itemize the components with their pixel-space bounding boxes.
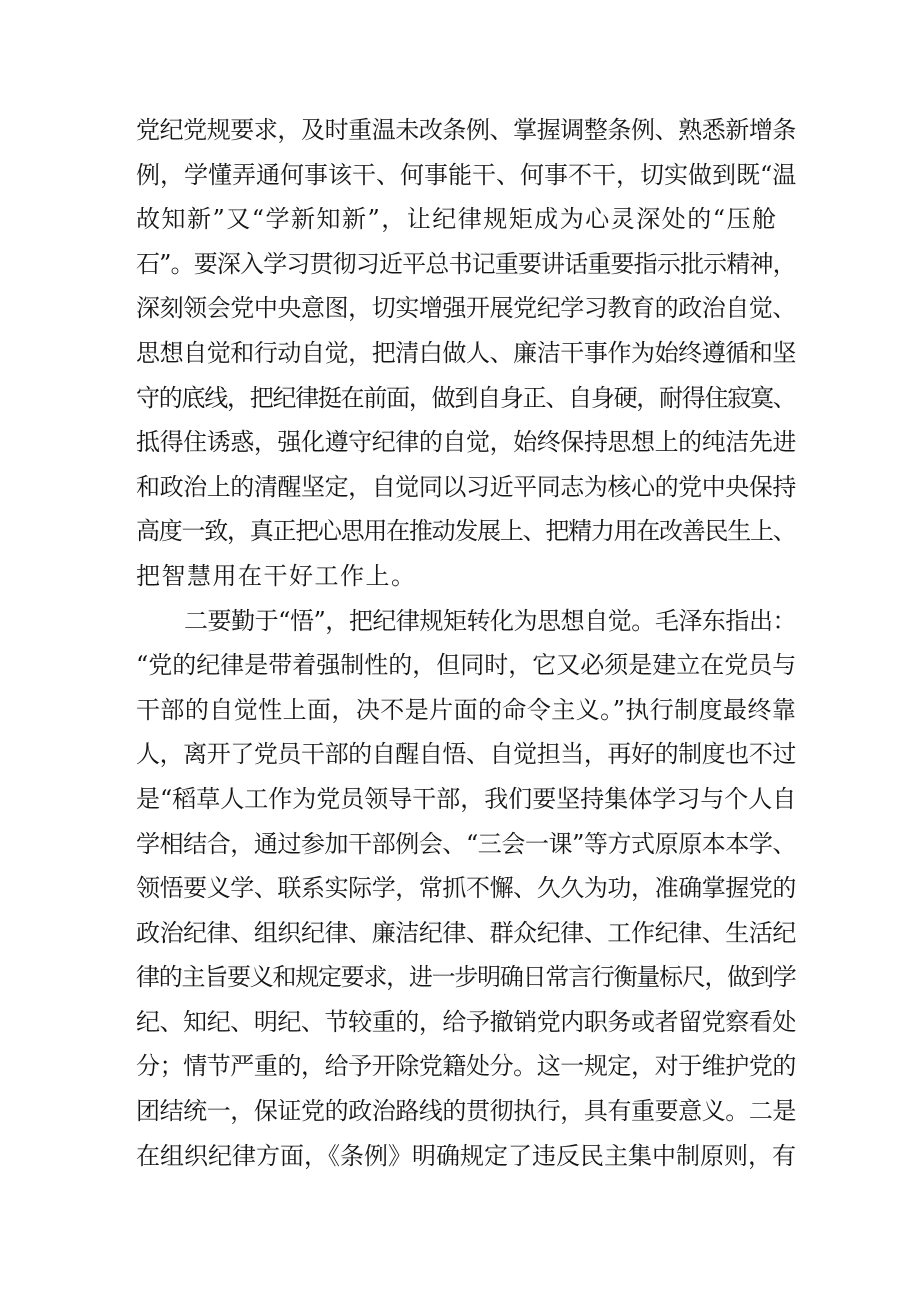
text-line: 思想自觉和行动自觉，把清白做人、廉洁干事作为始终遵循和坚 [136, 338, 796, 367]
text-line: 党纪党规要求，及时重温未改条例、掌握调整条例、熟悉新增条 [136, 116, 796, 144]
paragraph [136, 599, 796, 1179]
text-line: 分；情节严重的，给予开除党籍处分。这一规定，对于维护党的 [136, 1052, 796, 1081]
text-line: 领悟要义学、联系实际学，常抓不懈、久久为功，准确掌握党的 [136, 874, 796, 903]
text-line: 故知新”又“学新知新”，让纪律规矩成为心灵深处的“压舱 [136, 205, 778, 234]
text-line: 学相结合，通过参加干部例会、“三会一课”等方式原原本本学、 [136, 829, 797, 858]
text-line: 例，学懂弄通何事该干、何事能干、何事不干，切实做到既“温 [136, 160, 797, 189]
text-line: 政治纪律、组织纪律、廉洁纪律、群众纪律、工作纪律、生活纪 [136, 918, 796, 947]
text-line: 团结统一，保证党的政治路线的贯彻执行，具有重要意义。二是 [136, 1097, 796, 1126]
text-line: 律的主旨要义和规定要求，进一步明确日常言行衡量标尺，做到学 [136, 963, 796, 992]
text-line: 把智慧用在干好工作上。 [136, 561, 417, 590]
paragraph [136, 108, 796, 599]
text-line: 在组织纪律方面，《条例》明确规定了违反民主集中制原则，有 [136, 1141, 796, 1170]
text-line: 二要勤于“悟”，把纪律规矩转化为思想自觉。毛泽东指出： [184, 606, 797, 635]
text-line: 高度一致，真正把心思用在推动发展上、把精力用在改善民生上、 [136, 517, 796, 546]
text-line: 纪、知纪、明纪、节较重的，给予撤销党内职务或者留党察看处 [136, 1007, 796, 1036]
text-line: 是“稻草人工作为党员领导干部，我们要坚持集体学习与个人自 [136, 784, 797, 813]
text-line: 和政治上的清醒坚定，自觉同以习近平同志为核心的党中央保持 [136, 472, 796, 501]
text-line: 深刻领会党中央意图，切实增强开展党纪学习教育的政治自觉、 [136, 294, 796, 323]
text-line: 石”。要深入学习贯彻习近平总书记重要讲话重要指示批示精神， [136, 249, 796, 278]
text-line: 人，离开了党员干部的自醒自悟、自觉担当，再好的制度也不过 [136, 740, 796, 769]
text-line: 抵得住诱惑，强化遵守纪律的自觉，始终保持思想上的纯洁先进 [136, 428, 796, 457]
text-line: “党的纪律是带着强制性的，但同时，它又必须是建立在党员与 [136, 651, 797, 680]
text-line: 守的底线，把纪律挺在前面，做到自身正、自身硬，耐得住寂寞、 [136, 383, 796, 412]
text-line: 干部的自觉性上面，决不是片面的命令主义。”执行制度最终靠 [136, 695, 797, 724]
body-text [136, 108, 796, 1178]
